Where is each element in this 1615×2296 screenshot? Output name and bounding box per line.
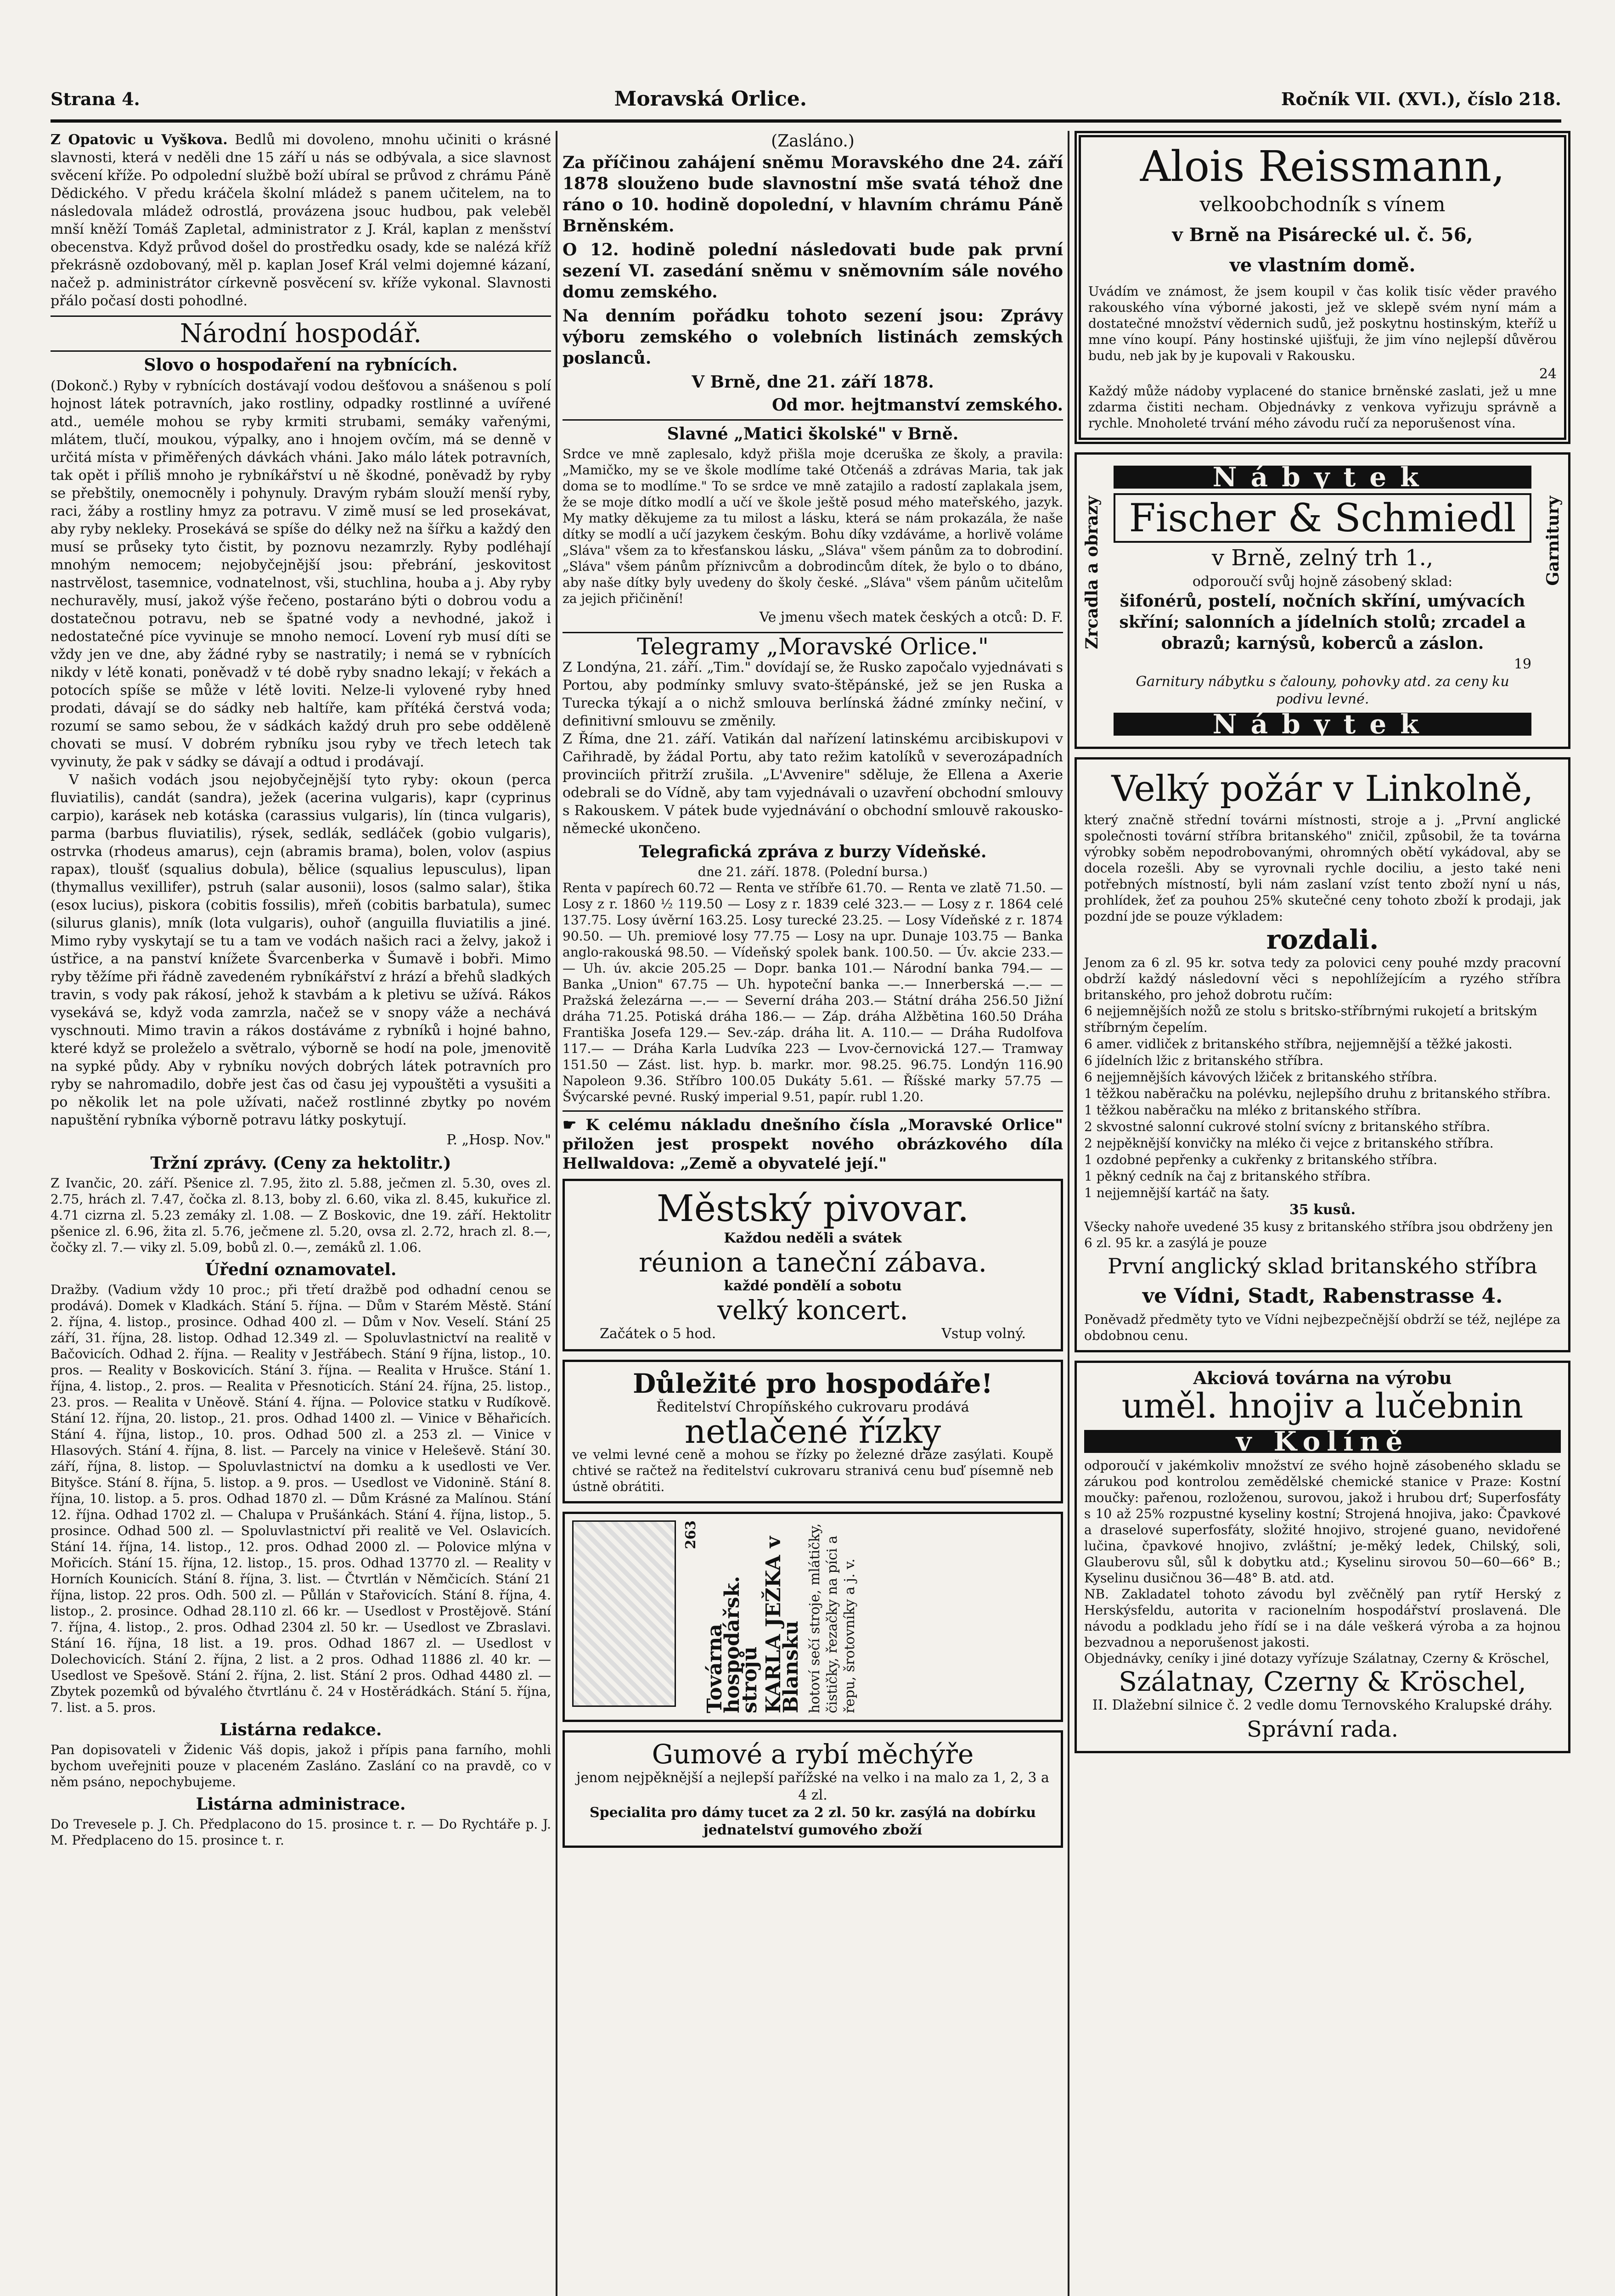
section-title: Národní hospodář.	[51, 315, 551, 352]
ad-mechyre	[563, 1730, 1063, 1848]
ad-text: Každý může nádoby vyplacené do stanice brněnské zaslati, jež u mne zdarma čistiti necham. Objednávky z venkova vyřizuju správně a rychle. Mnoholeté trvání mého závodu ručí za neporušenost vína.	[1088, 383, 1557, 431]
ad-text: velkoobchodník s vínem	[1199, 193, 1446, 216]
list-item: 1 pěkný cedník na čaj z britanského stříbra.	[1084, 1169, 1371, 1184]
article-title: Úřední oznamovatel.	[205, 1260, 397, 1279]
ad-headline: netlačené řízky	[684, 1412, 941, 1451]
article-matice	[563, 425, 1063, 626]
ad-band: v Kolíně	[1084, 1430, 1561, 1453]
ad-text: KARLA JEŽKA v Blansku	[762, 1536, 803, 1713]
ad-reissmann	[1075, 131, 1570, 444]
ad-address: II. Dlažební silnice č. 2 vedle domu Ternovského Kralupské dráhy.	[1092, 1697, 1553, 1713]
ad-headline: rozdali.	[1266, 924, 1379, 955]
article-text: Dražby. (Vadium vždy 10 proc.; při třetí dražbě pod odhadní cenou se prodává). Domek v Kladkách. Stání 5. října. — Dům v Starém Městě. Stání 2. října, 4. listop., prosince. Odhad 400 zl. — Dům v Nov. Veselí. Stání 25 září, 31. října, 28. listop. Odhad 12.349 zl. — Spoluvlastnictví na realitě v Bačovicích. Odhad 2. října. — Reality v Jestřábech. Stání 9 října, listop., 10. pros. — Reality v Boskovicích. Stání 3. října. — Realita v Hrušce. Stání 1. října, 4. listop., 2. pros. — Realita v Přesnoticích. Stání 24. října, 25. listop., 23. pros. — Realita v Uněově. Stání 4. října. — Polovice statku v Rudíkově. Stání 12. října, 20. listop., 21. pros. Odhad 1400 zl. — Vinice v Běhařicích. Stání 4. října, listop., 10. pros. Odhad 500 zl. a 253 zl. — Vinice v Hlasových. Stání 4. října, 8. list. — Parcely na vinice v Heleševě. Stání 30. září, října, 8. listop. — Spoluvlastnictví na domku a k usedlosti ve Ver. Bityšce. Stání 8. října, 5. listop. a 9. pros. — Usedlost ve Vidonině. Stání 8. října, 10. listop. a 5. pros. Odhad 1870 zl. — Dům Krásné za Malínou. Stání 12. října. Odhad 1702 zl. — Chalupa v Prušánkách. Stání 4. října, listop., 5. prosince. Odhad 500 zl. — Spoluvlastnictví při realitě ve Vel. Oslavicích. Stání 14. října, 14. listop., 12. pros. Odhad 2000 zl. — Polovice mlýna v Mořicích. Stání 15. října, 12. listop., 15. pros. Odhad 13770 zl. — Reality v Horních Kounicích. Stání 8. října, 3. list. — Čtvrtlán v Němčicích. Stání 21 října, listop. 22 pros. Odh. 500 zl. — Půllán v Stařovicích. Stání 8. října, 4. listop., 2. prosince. Odhad 28.110 zl. 66 kr. — Usedlost v Prostějově. Stání 7. října, 4. listop., 2. pros. Odhad 2304 zl. 50 kr. — Usedlost ve Zbraslavi. Stání 16. října, 18 list. a 19. pros. Odhad 1867 zl. — Usedlost v Dolechovicích. Stání 2. října, 2 list. a 2 pros. Odhad 11886 zl. 40 kr. — Usedlost ve Spešově. Stání 2. října, 2. list. Stání 2 pros. Odhad 4480 zl. — Zbytek pozemků od bývalého čtvrtlánu č. 24 v Hostěrádkách. Stání 5. října, 7. list. a 5. pros.	[51, 1282, 551, 1715]
article-text: Do Trevesele p. J. Ch. Předplacono do 15. prosince t. r. — Do Rychtáře p. J. M. Předplaceno do 15. prosince t. r.	[51, 1817, 551, 1848]
list-item: 6 nejjemnějších kávových lžiček z britanského stříbra.	[1084, 1069, 1437, 1085]
ad-text: Poněvadž předměty tyto ve Vídni nejbezpečnější obdrží se též, nejlépe za obdobnou cenu.	[1084, 1312, 1561, 1343]
article-text: Bedlů mi dovoleno, mnohu učiniti o krásné slavnosti, která v neděli dne 15 září u nás se odbývala, a sice slavnost svěcení kříže. Po odpolední službě boží ubíral se průvod z chrámu Páně Dědického. V předu kráčela školní mládež s panem učitelem, na to následovala mládež odrostlá, provázena jsouc hudbou, pak veleběl mnší kněží Tomáš Zapletal, administrator z J. Král, kaplan z menšství obecenstva. Když průvod došel do prostředku osady, kde se nalézá kříž překrásně ozdobovaný, měl p. kaplan Josef Král velmi dojemné kázaní, načež p. administrátor církevně posvěcení sv. kříže vykonal. Slavnosti přálo počasí dosti pohodlné.	[51, 132, 551, 309]
ad-text: v Brně, zelný trh 1.,	[1211, 545, 1434, 571]
ad-footer	[572, 1325, 1053, 1343]
column-2	[563, 131, 1063, 2296]
ad-text: ve velmi levné ceně a mohou se řízky po železné dráze zasýlati. Koupě chtivé se račtež na ředitelství cukrovaru stranivá cenu buď písemně neb ústně obrátiti.	[572, 1447, 1053, 1494]
list-item: 1 těžkou naběračku na polévku, nejlepšího druhu z britanského stříbra.	[1084, 1086, 1551, 1101]
ad-text: odporoučí svůj hojně zásobený sklad:	[1192, 574, 1453, 590]
zaslano	[563, 131, 1063, 416]
ad-text: Továrna hospodářsk. strojů	[703, 1576, 761, 1713]
ad-text: Začátek o 5 hod.	[600, 1326, 716, 1342]
ad-text: Objednávky, ceníky i jiné dotazy vyřízuje Szálatnay, Czerny & Kröschel,	[1084, 1651, 1550, 1666]
list-item: 1 těžkou naběračku na mléko z britanského stříbra.	[1084, 1103, 1421, 1118]
article-text: V našich vodách jsou nejobyčejnější tyto ryby: okoun (perca fluviatilis), candát (sandra), ježek (acerina vulgaris), kapr (cyprinus carpio), karásek neb kotáska (carassius vulgaris), lín (tinca vulgaris), parma (barbus fluviatilis), rýsek, sedlák, sedláček (gobio vulgaris), ostrvka (rhodeus amarus), cejn (abramis brama), bolen, volov (aspius rapax), tloušť (squalius dobula), bělice (squalius lepusculus), lipan (thymallus vexillifer), pstruh (salar ausonii), losos (salmo salar), štika (esox lucius), piskora (cobitis fossilis), mřeň (cobitis barbatula), sumec (silurus glanis), mník (lota vulgaris), ouhoř (anguilla fluviatilis a jiné. Mimo ryby vyskytají se tu a tam ve vodách našich raci a želvy, jakož i ústřice, a na panství knížete Švarcenberka v Šumavě i bobři. Mimo ryby těžíme při řádně zavedeném rybníkářství z hrází a břehů sladkých travin, s vody pak rákosí, jehož k stavbám a k pletivu se užívá. Rákos vysekává se, když voda zamrzla, načež se v snopy váže a nechává vyschnouti. Mimo travin a rákos dostáváme z rybníků i hojné bahno, které když se proleželo a světralo, výborně se hodí na pole, jmenovitě na sypké půdy. Aby v rybníku nových dobrých látek potravních pro ryby se nahromadilo, dobře jest čas od času jej vypouštěti a vysušiti a po několik let na pole užívati, načež rostlinné zbytky po novém napuštění rybníka výborně potravu látky poskytují.	[51, 772, 551, 1128]
article-title: Tržní zprávy. (Ceny za hektolitr.)	[150, 1154, 451, 1173]
ad-number: 24	[1539, 366, 1557, 382]
ad-band: Nábytek	[1114, 713, 1531, 736]
ad-text: Garnitury nábytku s čalouny, pohovky atd. za ceny ku podivu levné.	[1136, 674, 1509, 707]
column-divider	[1068, 131, 1069, 2296]
ad-title: Důležité pro hospodáře!	[632, 1368, 993, 1399]
article-text: Srdce ve mně zaplesalo, když přišla moje dceruška ze školy, a pravila: „Mamičko, my se ve škole modlíme také Otčenáš a zdrávas Maria, tak jak doma se to modlíme." To se srdce ve mně zatajilo a radostí zaplakala jsem, že se moje dítko modlí a učí ve škole ještě posud mého mateřského, jazyk. My matky děkujeme za tu milost a lásku, která se nám prokazála, že naše dítky se modlí a učí jazykem českým. Bohu díky vzdáváme, a horlivě voláme „Sláva" všem za to křesťanskou lásku, „Sláva" všem pánům za to dobrodiní. „Sláva" všem pánům příznivcům a dobrodincům dítek, že bylo o to dbáno, aby naše dítky byly uvedeny do školy české. „Sláva" všem pánům učitelům za jejich přičinění!	[563, 446, 1063, 606]
list-item: 6 jídelních lžic z britanského stříbra.	[1084, 1053, 1324, 1068]
machine-illustration	[572, 1520, 676, 1707]
ad-title: Alois Reissmann,	[1140, 142, 1505, 191]
ad-nabytek	[1075, 452, 1570, 749]
list-item: 6 nejjemnějších nožů ze stolu s britsko-stříbrnými rukojetí a britským stříbrným čepelím.	[1084, 1003, 1537, 1035]
zaslano-text: Na denním pořádku tohoto sezení jsou: Zprávy výboru zemského o volebních listinách zemských poslanců.	[563, 306, 1063, 368]
article-trzni	[51, 1154, 551, 1255]
article-text: Z Londýna, 21. září. „Tim." dovídají se, že Rusko započalo vyjednávati s Portou, aby podmínky smluvy svato-štěpánské, jež se jen Ruska a Turecka týkají a o nichž smlouva berlínská žádné zmínky nečiní, v definitivní smlouvu se změnily.	[563, 659, 1063, 729]
ad-text: který značně střední továrni místnosti, stroje a j. „První anglické společnosti tovární stříbra britanského" zničil, způsobil, že ta továrna výrobky soběm nepodrobovanými, ohromných obětí vykádoval, aby se docela rozešli. Aby se vyrovnali rychle dociliu, a jesto také neni potřebných místností, byli nám zaslaní vzíst tento zboží nyní u nás, prohlídek, žeť za pouhou 25% skutečné ceny tohoto zboží k prodaji, jak pozdní jde se pouze výkladem:	[1084, 812, 1561, 924]
zaslano-date: V Brně, dne 21. září 1878.	[692, 372, 934, 392]
article-rybnictvi	[51, 356, 551, 1149]
ad-text: jenom nejpěknější a nejlepší pařížské na velko i na malo za 1, 2, 3 a 4 zl.	[576, 1770, 1049, 1803]
zaslano-sign: Od mor. hejtmanství zemského.	[772, 395, 1063, 415]
list-item: 1 ozdobné pepřenky a cukřenky z britanského stříbra.	[1084, 1152, 1438, 1167]
article-title: Listárna redakce.	[219, 1720, 382, 1739]
ad-text: hotoví sečí stroje, mlátičky, čističky, řezačky na píci a řepu, šrotovníky a j. v.	[807, 1523, 858, 1713]
ad-title: Fischer & Schmiedl	[1114, 493, 1531, 543]
article-title: Telegramy „Moravské Orlice."	[637, 633, 989, 660]
column-3	[1075, 131, 1570, 2296]
divider	[563, 419, 1063, 421]
ad-title: Městský pivovar.	[656, 1187, 969, 1230]
article-burza	[563, 843, 1063, 1105]
ad-text: Specialita pro dámy tucet za 2 zl. 50 kr. zasýlá na dobírku jednatelství gumového zboží	[590, 1805, 1036, 1838]
article-text: Z Ivančic, 20. září. Pšenice zl. 7.95, žito zl. 5.88, ječmen zl. 5.30, oves zl. 2.75, hrách zl. 7.47, čočka zl. 8.13, boby zl. 6.60, vika zl. 8.45, kukuřice zl. 4.71 cizrna zl. 5.23 zemáky zl. 1.08. — Z Boskovic, dne 19. září. Hektolitr pšenice zl. 6.96, žita zl. 5.76, ječmene zl. 5.20, ovsa zl. 2.72, hrach zl. 8.—, čočky zl. 7.— viky zl. 5.09, bobů zl. 0.—, zemáků zl. 1.06.	[51, 1176, 551, 1255]
ad-text: Všecky nahoře uvedené 35 kusy z britanského stříbra jsou obdrženy jen 6 zl. 95 kr. a zasýlá je pouze	[1084, 1219, 1553, 1250]
ad-text: 35 kusů.	[1289, 1202, 1356, 1218]
article-urednioznamovatel	[51, 1261, 551, 1716]
side-label: Zrcadla a obrazy	[1082, 496, 1102, 649]
article-subtitle: dne 21. září. 1878. (Polední bursa.)	[698, 864, 928, 879]
ad-title: Velký požár v Linkolně,	[1111, 768, 1534, 810]
ad-text: v Brně na Pisárecké ul. č. 56,	[1172, 224, 1473, 246]
list-item: 6 amer. vidliček z britanského stříbra, nejjemnější a těžké jakosti.	[1084, 1036, 1513, 1052]
zaslano-text: Za příčinou zahájení sněmu Moravského dne 24. září 1878 slouženo bude slavnostní mše svatá téhož dne ráno o 10. hodině dopolední, v hlavním chrámu Páně Brněnském.	[563, 153, 1063, 236]
ad-number: 263	[683, 1520, 699, 1549]
divider	[563, 1110, 1063, 1112]
issue-number: Ročník VII. (XVI.), číslo 218.	[1281, 88, 1561, 109]
ad-pivovar	[563, 1179, 1063, 1351]
ad-text: Každou neděli a svátek	[724, 1230, 902, 1246]
side-label: Garnitury	[1543, 496, 1563, 586]
page-header	[51, 78, 1561, 123]
ad-headline: velký koncert.	[717, 1294, 908, 1326]
ad-text: Jenom za 6 zl. 95 kr. sotva tedy za polovici ceny pouhé mzdy pracovní obdrží každý následovní věci s nepohlížejícím a ryzého stříbra britanského, pro jehož dobrotu ručím:	[1084, 955, 1561, 1002]
article-title: Slovo o hospodaření na rybnících.	[144, 355, 458, 375]
zaslano-title: (Zasláno.)	[771, 132, 855, 151]
list-item: 2 nejpěknější konvičky na mléko či vejce z britanského stříbra.	[1084, 1136, 1494, 1151]
article-sign: Ve jmenu všech matek českých a otců: D. F.	[759, 609, 1063, 625]
article-title: Listárna administrace.	[196, 1795, 406, 1814]
masthead: Moravská Orlice.	[614, 87, 807, 111]
ad-kolin	[1075, 1361, 1570, 1753]
article-source: P. „Hosp. Nov."	[446, 1132, 551, 1148]
ad-title: Gumové a rybí měchýře	[652, 1739, 974, 1770]
ad-address: ve Vídni, Stadt, Rabenstrasse 4.	[1142, 1284, 1503, 1308]
ad-headline: První anglický sklad britanského stříbra	[1108, 1254, 1537, 1278]
article-text: Pan dopisovateli v Židenic Váš dopis, jakož i přípis pana farního, mohli bychom uveřejniti pouze v placeném Zasláno. Zaslání co na pravdě, co v něm psáno, nepochybujeme.	[51, 1742, 551, 1790]
article-title: Slavné „Matici školské" v Brně.	[667, 424, 959, 444]
list-item: 1 nejjemnější kartáč na šaty.	[1084, 1185, 1270, 1200]
ad-number: 19	[1514, 656, 1531, 672]
article-text: Z Říma, dne 21. září. Vatikán dal nařízení latinskému arcibiskupovi v Cařihradě, by žádal Portu, aby tato režim katolíků v severozápadních provinciích přitrží zrušila. „L'Avvenire" sděluje, že Ellena a Axerie odebrali se do Vídně, aby tam vyjednávali o uzavření obchodní smlouvy s Rakouskem. V pátek bude vyjednávání o obchodní smlouvě rakousko-německé ukončeno.	[563, 731, 1063, 837]
ad-text: ve vlastním domě.	[1229, 254, 1416, 276]
ad-sign: Správní rada.	[1247, 1716, 1398, 1742]
ad-text: NB. Zakladatel tohoto závodu byl zvěčnělý pan rytíř Herský z Herskýsfeldu, autorita v racionelním hospodářství proslavená. Dle návodu a podkladu jeho řídí se i na dále veškerá výroba a za hojnou bezvadnou a neporušenost jakosti.	[1084, 1587, 1561, 1650]
article-text: Renta v papírech 60.72 — Renta ve stříbře 61.70. — Renta ve zlatě 71.50. — Losy z r. 1860 ½ 119.50 — Losy z r. 1839 celé 323.— — Losy z r. 1864 celé 137.75. Losy úvěrní 163.25. Losy turecké 23.25. — Losy Vídeňské z r. 1874 90.50. — Uh. premiové losy 77.75 — Losy na upr. Dunaje 103.75 — Banka anglo-rakouská 98.50. — Vídeňský spolek bank. 100.50. — Úv. akcie 233.— — Uh. úv. akcie 205.25 — Dopr. banka 101.— Národní banka 794.— — Banka „Union" 67.75 — Uh. hypoteční banka —.— Innerberská —.— — Pražská železárna —.— — Severní dráha 203.— Státní dráha 256.50 Jižní dráha 71.25. Potiská dráha 186.— — Záp. dráha Alžbětina 160.50 Dráha Františka Josefa 129.— Sev.-záp. dráha lit. A. 110.— — Dráha Rudolfova 117.— — Dráha Karla Ludvíka 223 — Lvov-černovická 127.— Tramway 151.50 — Zást. list. hyp. b. markr. mor. 98.25. 96.75. Londýn 116.90 Napoleon 9.36. Stříbro 100.05 Dukáty 5.61. — Říšské marky 57.75 — Švýcarské pevné. Ruský imperial 9.51, papír. rubl 1.20.	[563, 880, 1063, 1104]
hand-pointer-icon: ☛	[563, 1116, 577, 1134]
ad-text: šifonérů, postelí, nočních skříní, umývacích skříní; salonních a jídelních stolů; zrcadel a obrazů; karnýsů, koberců a záslon.	[1119, 591, 1526, 653]
ad-headline: réunion a taneční zábava.	[638, 1247, 987, 1278]
ad-text: Ředitelství Chropíňského cukrovaru prodává	[656, 1399, 969, 1415]
article-listarna-redakce	[51, 1721, 551, 1790]
article-text: (Dokonč.) Ryby v rybnících dostávají vodou dešťovou a snášenou s polí hojnost látek potravních, jako rostliny, odpadky rostlinné a uvířené atd., ueméle mohou se ryby krmiti strubami, semáky vařenými, mlátem, tlučí, moukou, výpalky, ano i hnojem ovčím, má se denně v určitá místa v přiměřených dávkách vháni. Jako málo látek potravních, tak opět i příliš mnoho je rybníkářství u ně škodné, poněvadž by ryby se přebštily, onemocněly i pohynuly. Dravým rybám slouží menší ryby, raci, žáby a rostliny hmyz za potravu. V zimě musí se led prosekávat, aby ryby nekleky. Prosekává se spíše do délky než na šířku a každý den musí se průseky tyto čistit, by poznovu nezamrzly. Ryby podléhají mnohým nemocem; nejobyčejnější jsou: přebrání, jeskovitost nastrvělost, tasemnice, vodnatelnost, vši, stuchlina, houba a j. Aby ryby nechuravěly, musí, jakož výše řečeno, postaráno býti o dobrou vodu a dostatečnou potravu, neb se špatné vody a nevhodné, jakož i nedostatečné píce vyvinuje se mnoho nemocí. Lovení ryb musí díti se vždy jen ve dne, aby žádné ryby se nastratily; i nemá se v rybnících nikdy v létě konati, poněvadž v té době ryby snadno lekají; v řekách a potocích spíše se může v létě loviti. Nelze-li vylovené ryby hned prodati, dávají se do sádky neb haltíře, kam přítéká čerstvá voda; rozumí se samo sebou, že v sádkách každý druh pro sebe odděleně chovati se musí. V dobrém rybníku jsou ryby ve třech letech tak vyvinuty, že pak v sádky se dávají a odtud i prodávají.	[51, 378, 551, 770]
zaslano-text: O 12. hodině polední následovati bude pak první sezení VI. zasedání sněmu v sněmovním sále nového domu zemského.	[563, 240, 1063, 302]
ad-text: každé pondělí a sobotu	[724, 1278, 902, 1294]
item-list	[1084, 1003, 1561, 1201]
prospekt-notice	[563, 1115, 1063, 1173]
ad-company: Szálatnay, Czerny & Kröschel,	[1119, 1666, 1526, 1697]
ad-jezek	[563, 1512, 1063, 1722]
article-title: Telegrafická zpráva z burzy Vídeňské.	[639, 842, 987, 861]
ad-text: Vstup volný.	[941, 1326, 1026, 1342]
column-divider	[556, 131, 557, 2296]
notice-text: K celému nákladu dnešního čísla „Moravské Orlice" přiložen jest prospekt nového obrázkového díla Hellwaldova: „Země a obyvatelé její."	[563, 1116, 1063, 1173]
page-number: Strana 4.	[51, 88, 140, 109]
ad-pozar	[1075, 757, 1570, 1352]
column-1	[51, 131, 551, 2296]
ad-title: Akciová továrna na výrobu	[1193, 1367, 1452, 1388]
ad-text: odporoučí v jakémkoliv množství ze svého hojně zásobeného skladu se zárukou pod kontrolou zemědělské chemické stanice v Praze: Kostní moučky: pařenou, rozloženou, surovou, jakož i hrubou drť; Superfosfáty s 10 až 25% rozpustné kyseliny kostní; Strojená hnojiva, jako: Čpavkové a draselové superfosfáty, složité hnojivo, strojené guano, nevidořené lučina, čpavkové hnojivo, zvláštní; je-měký ledek, Chilský, soli, Glauberovu sůl, sůl k dobytku atd.; Kyselinu sirovou 50—60—66° B.; Kyselinu dusičnou 36—48° B. atd. atd.	[1084, 1458, 1561, 1586]
article-listarna-admin	[51, 1795, 551, 1848]
ad-band: Nábytek	[1114, 466, 1531, 489]
ad-headline: uměl. hnojiv a lučebnin	[1121, 1386, 1524, 1426]
ad-hospodar	[563, 1360, 1063, 1503]
article-opatovice	[51, 131, 551, 310]
list-item: 2 skvostné salonní cukrové stolní svícny z britanského stříbra.	[1084, 1119, 1491, 1134]
ad-text: Uvádím ve známost, že jsem koupil v čas kolik tisíc věder pravého rakouského vína výborné jakosti, jež ve sklepě svém nyní mám a dostatečné množství vědernich sudů, jež poskytnu hostinským, kteříž u mne víno koupí. Pány hostinské ujišťuji, že jim víno nejlepší důvěrou budu, neb jak by je kupovali v Rakousku.	[1088, 284, 1557, 363]
article-title: Z Opatovic u Vyškova.	[51, 132, 228, 148]
article-telegramy	[563, 633, 1063, 838]
